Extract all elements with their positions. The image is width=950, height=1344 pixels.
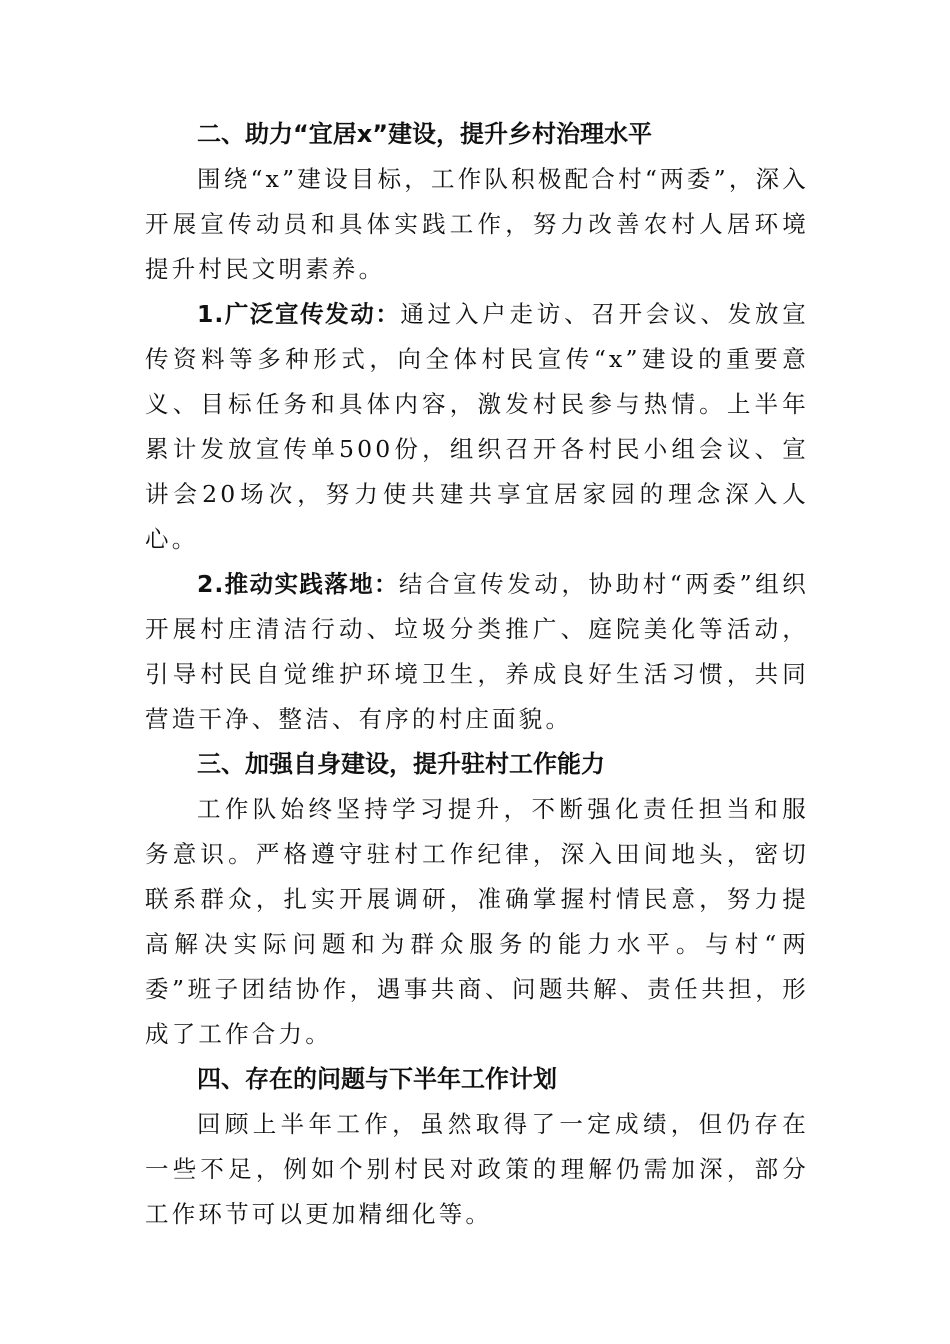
section3-body-paragraph: 工作队始终坚持学习提升，不断强化责任担当和服务意识。严格遵守驻村工作纪律，深入田间地头，密切联系群众，扎实开展调研，准确掌握村情民意，努力提高解决实际问题和为群众服务的能力水平。与村“两委”班子团结协作，遇事共商、问题共解、责任共担，形成了工作合力。 [145, 795, 809, 1048]
section4-heading: 四、存在的问题与下半年工作计划 [197, 1065, 557, 1093]
section4-body-paragraph: 回顾上半年工作，虽然取得了一定成绩，但仍存在一些不足，例如个别村民对政策的理解仍需加深，部分工作环节可以更加精细化等。 [145, 1110, 809, 1228]
section2-item1-text: 通过入户走访、召开会议、发放宣传资料等多种形式，向全体村民宣传“x”建设的重要意义、目标任务和具体内容，激发村民参与热情。上半年累计发放宣传单500份，组织召开各村民小组会议、宣讲会20场次，努力使共建共享宜居家园的理念深入人心。 [145, 300, 809, 553]
section2-item2-paragraph [145, 562, 809, 742]
section2-item2-text: 结合宣传发动，协助村“两委”组织开展村庄清洁行动、垃圾分类推广、庭院美化等活动，引导村民自觉维护环境卫生，养成良好生活习惯，共同营造干净、整洁、有序的村庄面貌。 [145, 570, 809, 733]
section2-item1-paragraph [145, 292, 809, 562]
section2-item2-lead: 2.推动实践落地： [197, 570, 399, 598]
section2-heading: 二、助力“宜居x”建设，提升乡村治理水平 [197, 120, 653, 148]
section2-intro-paragraph: 围绕“x”建设目标，工作队积极配合村“两委”，深入开展宣传动员和具体实践工作，努力改善农村人居环境提升村民文明素养。 [145, 165, 809, 283]
document-body [145, 112, 809, 1237]
section3-heading: 三、加强自身建设，提升驻村工作能力 [197, 750, 605, 778]
section2-item1-lead: 1.广泛宣传发动： [197, 300, 401, 328]
